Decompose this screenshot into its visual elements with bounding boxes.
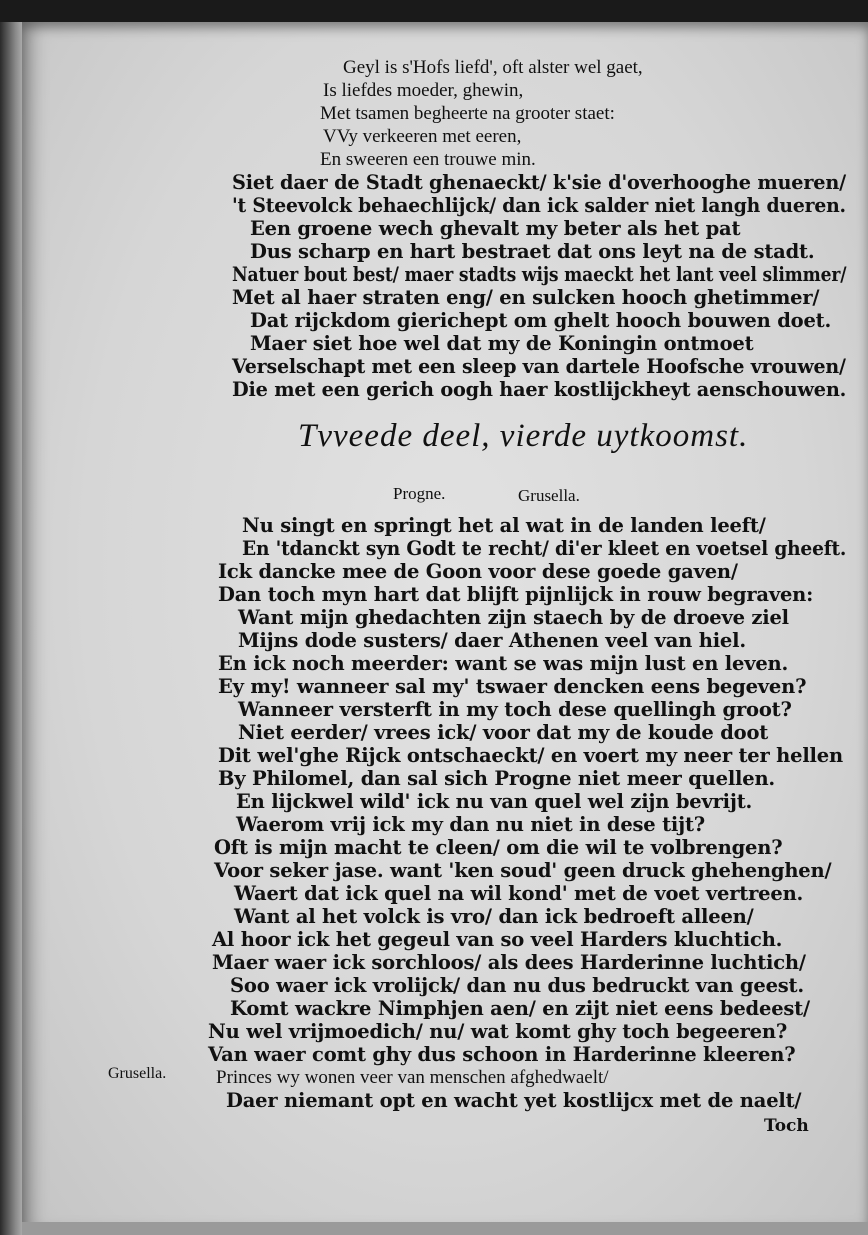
verse-line: Al hoor ick het gegeul van so veel Harders kluchtich. xyxy=(212,928,783,951)
verse-line: Een groene wech ghevalt my beter als het pat xyxy=(250,217,741,240)
verse-line: En sweeren een trouwe min. xyxy=(320,149,536,170)
verse-line: Ey my! wanneer sal my' tswaer dencken eens begeven? xyxy=(218,675,807,698)
verse-line: Dit wel'ghe Rijck ontschaeckt/ en voert my neer ter hellen xyxy=(218,744,843,767)
verse-line: Dat rijckdom gierichept om ghelt hooch bouwen doet. xyxy=(250,309,832,332)
verse-line: Mijns dode susters/ daer Athenen veel van hiel. xyxy=(238,629,746,652)
verse-line: Oft is mijn macht te cleen/ om die wil te volbrengen? xyxy=(214,836,783,859)
verse-line: Is liefdes moeder, ghewin, xyxy=(323,80,524,101)
verse-line: Nu wel vrijmoedich/ nu/ wat komt ghy toch begeeren? xyxy=(208,1020,788,1043)
verse-line: Die met een gerich oogh haer kostlijckheyt aenschouwen. xyxy=(232,378,847,401)
verse-line: Soo waer ick vrolijck/ dan nu dus bedruckt van geest. xyxy=(230,974,804,997)
verse-line: Geyl is s'Hofs liefd', oft alster wel gaet, xyxy=(343,57,643,78)
verse-line: Siet daer de Stadt ghenaeckt/ k'sie d'overhooghe mueren/ xyxy=(232,171,846,194)
verse-line: Verselschapt met een sleep van dartele Hoofsche vrouwen/ xyxy=(232,355,846,378)
verse-line: En ick noch meerder: want se was mijn lust en leven. xyxy=(218,652,789,675)
verse-line: Wanneer versterft in my toch dese quellingh groot? xyxy=(238,698,792,721)
verse-line: Waerom vrij ick my dan nu niet in dese tijt? xyxy=(236,813,705,836)
verse-line: Nu singt en springt het al wat in de landen leeft/ xyxy=(242,514,766,537)
verse-line: Daer niemant opt en wacht yet kostlijcx met de naelt/ xyxy=(226,1089,802,1112)
verse-line: Ick dancke mee de Goon voor dese goede gaven/ xyxy=(218,560,738,583)
verse-line: 't Steevolck behaechlijck/ dan ick salder niet langh dueren. xyxy=(232,194,846,217)
speaker-name-grusella: Grusella. xyxy=(518,486,580,505)
page-edge xyxy=(22,1222,868,1235)
verse-line: Met tsamen begheerte na grooter staet: xyxy=(320,103,615,124)
verse-line: Waert dat ick quel na wil kond' met de voet vertreen. xyxy=(234,882,804,905)
speaker-name-progne: Progne. xyxy=(393,484,446,503)
verse-line: En 'tdanckt syn Godt te recht/ di'er kleet en voetsel gheeft. xyxy=(242,537,847,560)
section-heading: Tvveede deel, vierde uytkoomst. xyxy=(298,418,749,454)
verse-line: Dus scharp en hart bestraet dat ons leyt na de stadt. xyxy=(250,240,815,263)
verse-line: Dan toch myn hart dat blijft pijnlijck in rouw begraven: xyxy=(218,583,814,606)
verse-line: Maer waer ick sorchloos/ als dees Harderinne luchtich/ xyxy=(212,951,806,974)
verse-line: Komt wackre Nimphjen aen/ en zijt niet eens bedeest/ xyxy=(230,997,810,1020)
verse-line: Maer siet hoe wel dat my de Koningin ontmoet xyxy=(250,332,754,355)
verse-line: Princes wy wonen veer van menschen afghedwaelt/ xyxy=(216,1067,609,1088)
speaker-name-grusella: Grusella. xyxy=(108,1065,167,1082)
verse-line: Van waer comt ghy dus schoon in Harderinne kleeren? xyxy=(208,1043,796,1066)
verse-line: Want mijn ghedachten zijn staech by de droeve ziel xyxy=(238,606,789,629)
verse-line: By Philomel, dan sal sich Progne niet meer quellen. xyxy=(218,767,776,790)
verse-line: Want al het volck is vro/ dan ick bedroeft alleen/ xyxy=(234,905,754,928)
verse-line: Voor seker jase. want 'ken soud' geen druck ghehenghen/ xyxy=(214,859,832,882)
verse-line: Met al haer straten eng/ en sulcken hooch ghetimmer/ xyxy=(232,286,820,309)
verse-line: Niet eerder/ vrees ick/ voor dat my de koude doot xyxy=(238,721,769,744)
verse-line: Natuer bout best/ maer stadts wijs maeckt het lant veel slimmer/ xyxy=(232,263,847,286)
verse-line: En lijckwel wild' ick nu van quel wel zijn bevrijt. xyxy=(236,790,753,813)
catchword: Toch xyxy=(764,1116,809,1136)
verse-line: VVy verkeeren met eeren, xyxy=(323,126,522,147)
